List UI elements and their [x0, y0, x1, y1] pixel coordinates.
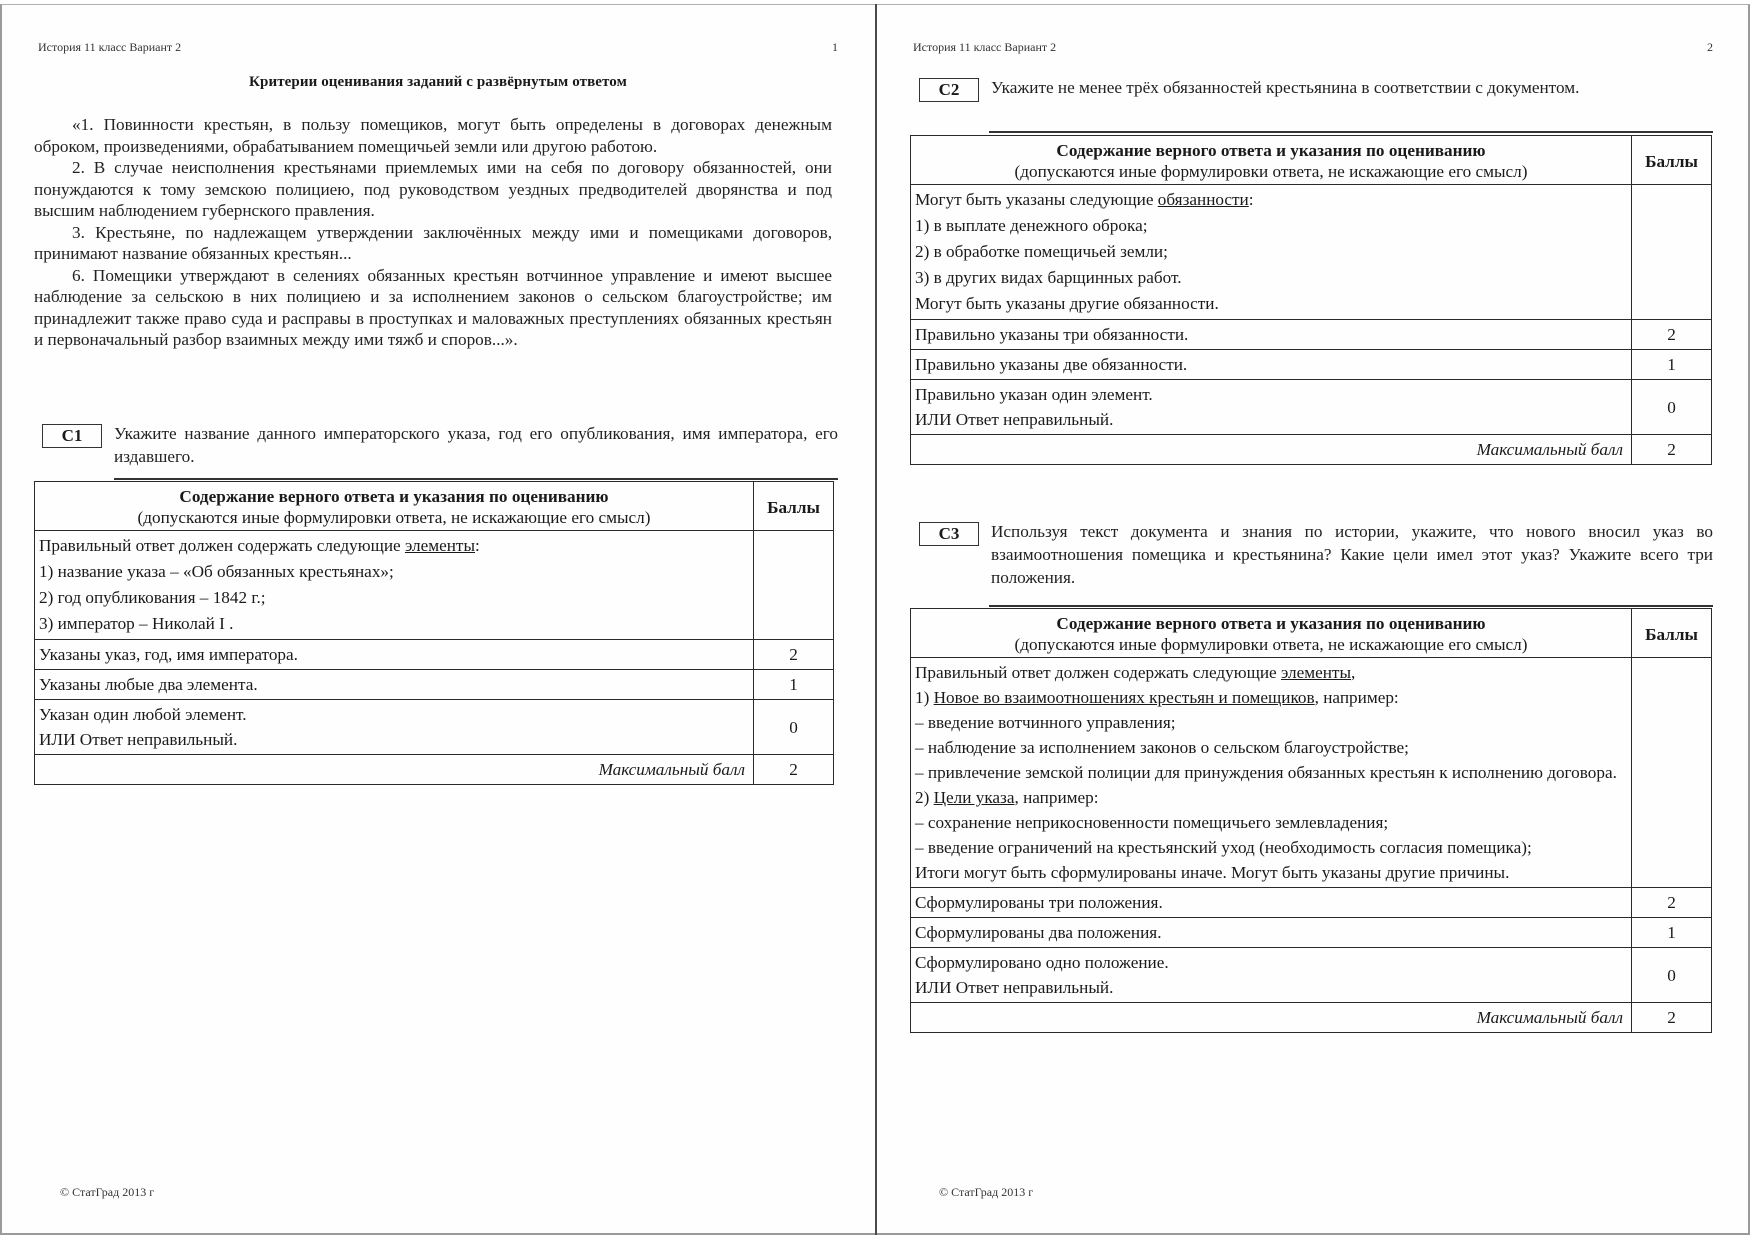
source-paragraph: 3. Крестьяне, по надлежащем утверждении заключённых между ими и помещиками договоров, принимают название обязанных крестьян... — [34, 222, 832, 263]
group-number: 2) — [915, 788, 934, 807]
intro-end: : — [1248, 190, 1254, 209]
source-paragraph: 6. Помещики утверждают в селениях обязанных крестьян вотчинное управление и имеют высшее наблюдение за сельскою в них полициею и за исполнением законов о сельском благоустройстве; им принадлежит также право суда и расправы в проступках и маловажных преступлениях обязанных крестьян и первоначальный разбор взаимных между ими тяжб и споров...». — [34, 265, 832, 349]
table-header-row — [35, 482, 834, 531]
score-cell — [1632, 658, 1712, 888]
header-subtitle: (допускаются иные формулировки ответа, не искажающие его смысл) — [137, 508, 651, 527]
answer-content — [911, 185, 1632, 320]
criterion-line: Указан один любой элемент. — [39, 705, 247, 724]
max-score-row — [35, 755, 834, 785]
task-c1 — [42, 422, 838, 468]
intro-end: , — [1351, 663, 1356, 682]
intro-underlined: обязанности — [1157, 190, 1249, 209]
table-row — [911, 918, 1712, 948]
header-points: Баллы — [754, 482, 834, 531]
max-score-label: Максимальный балл — [911, 435, 1632, 465]
answer-item: – введение вотчинного управления; — [915, 713, 1176, 732]
criterion-text — [911, 380, 1632, 435]
criterion-text: Сформулированы три положения. — [911, 888, 1632, 918]
document-title: Критерии оценивания заданий с развёрнутым ответом — [249, 74, 627, 90]
answer-item: – сохранение неприкосновенности помещичьего землевладения; — [915, 813, 1389, 832]
table-row — [35, 700, 834, 755]
criterion-line: Правильно указан один элемент. — [915, 385, 1153, 404]
answer-intro — [915, 187, 1627, 213]
table-row — [35, 670, 834, 700]
task-c2 — [919, 76, 1713, 102]
copyright-footer: © СтатГрад 2013 г — [939, 1185, 1034, 1199]
score-cell: 2 — [754, 640, 834, 670]
max-score-value: 2 — [1632, 1003, 1712, 1033]
group-title: Цели указа — [933, 788, 1015, 807]
source-document-excerpt — [34, 114, 832, 351]
criteria-table-c3 — [910, 608, 1712, 1033]
answer-item: 3) в других видах барщинных работ. — [915, 268, 1182, 287]
max-score-value: 2 — [1632, 435, 1712, 465]
running-head: История 11 класс Вариант 2 — [913, 40, 1057, 54]
table-row — [911, 380, 1712, 435]
criterion-text: Указаны любые два элемента. — [35, 670, 754, 700]
criterion-text — [911, 948, 1632, 1003]
criteria-table-c1 — [34, 481, 834, 785]
criterion-text: Указаны указ, год, имя императора. — [35, 640, 754, 670]
table-row — [35, 640, 834, 670]
score-cell: 0 — [754, 700, 834, 755]
task-code-badge: С3 — [919, 522, 979, 546]
table-row — [911, 185, 1712, 320]
criterion-line: Сформулировано одно положение. — [915, 953, 1169, 972]
table-header-row — [911, 609, 1712, 658]
answer-item: 3) император – Николай I . — [39, 614, 234, 633]
task-rule — [989, 605, 1713, 607]
score-cell: 1 — [1632, 350, 1712, 380]
intro-underlined: элементы — [404, 536, 475, 555]
page-2 — [877, 4, 1754, 1235]
answer-item: Могут быть указаны другие обязанности. — [915, 294, 1219, 313]
task-question: Укажите название данного императорского указа, год его опубликования, имя императора, его издавшего. — [114, 424, 838, 466]
task-code-badge: С1 — [42, 424, 102, 448]
answer-intro — [39, 533, 749, 559]
task-question: Укажите не менее трёх обязанностей крестьянина в соответствии с документом. — [991, 78, 1580, 97]
criterion-line: ИЛИ Ответ неправильный. — [39, 730, 238, 749]
max-score-row — [911, 435, 1712, 465]
criterion-text — [35, 700, 754, 755]
max-score-label: Максимальный балл — [911, 1003, 1632, 1033]
max-score-value: 2 — [754, 755, 834, 785]
criterion-text: Сформулированы два положения. — [911, 918, 1632, 948]
task-c3 — [919, 520, 1713, 589]
intro-text: Правильный ответ должен содержать следующие — [39, 536, 405, 555]
source-paragraph: «1. Повинности крестьян, в пользу помещиков, могут быть определены в договорах денежным оброком, произведениями, обрабатыванием помещичьей земли или другою работою. — [34, 115, 832, 156]
max-score-row — [911, 1003, 1712, 1033]
score-cell: 0 — [1632, 948, 1712, 1003]
answer-closing: Итоги могут быть сформулированы иначе. Могут быть указаны другие причины. — [915, 863, 1510, 882]
table-row — [35, 531, 834, 640]
table-row — [911, 350, 1712, 380]
score-cell: 1 — [754, 670, 834, 700]
score-cell: 1 — [1632, 918, 1712, 948]
task-code-badge: С2 — [919, 78, 979, 102]
running-head: История 11 класс Вариант 2 — [38, 40, 182, 54]
intro-text: Правильный ответ должен содержать следующие — [915, 663, 1281, 682]
header-title: Содержание верного ответа и указания по оцениванию — [179, 487, 609, 506]
answer-item: 1) название указа – «Об обязанных крестьянах»; — [39, 562, 394, 581]
score-cell: 2 — [1632, 320, 1712, 350]
header-title: Содержание верного ответа и указания по оцениванию — [1056, 141, 1486, 160]
header-subtitle: (допускаются иные формулировки ответа, не искажающие его смысл) — [1014, 635, 1528, 654]
source-paragraph: 2. В случае неисполнения крестьянами приемлемых ими на себя по договору обязанностей, они понуждаются к тому земскою полициею, под руководством уездных предводителей дворянства и под высшим наблюдением губернского правления. — [34, 158, 832, 220]
table-row — [911, 658, 1712, 888]
answer-intro — [915, 660, 1627, 685]
answer-item: – привлечение земской полиции для принуждения обязанных крестьян к исполнению договора. — [915, 763, 1617, 782]
criterion-text: Правильно указаны три обязанности. — [911, 320, 1632, 350]
table-header-row — [911, 136, 1712, 185]
group-title: Новое во взаимоотношениях крестьян и помещиков — [933, 688, 1315, 707]
score-cell: 2 — [1632, 888, 1712, 918]
answer-group-heading — [915, 785, 1627, 810]
header-title: Содержание верного ответа и указания по оцениванию — [1056, 614, 1486, 633]
answer-item: 2) год опубликования – 1842 г.; — [39, 588, 266, 607]
task-rule — [989, 131, 1713, 133]
header-points: Баллы — [1632, 136, 1712, 185]
answer-group-heading — [915, 685, 1627, 710]
header-content — [35, 482, 754, 531]
criterion-text: Правильно указаны две обязанности. — [911, 350, 1632, 380]
group-end: , например: — [1014, 788, 1099, 807]
answer-content — [911, 658, 1632, 888]
score-cell — [1632, 185, 1712, 320]
criteria-table-c2 — [910, 135, 1712, 465]
page-number: 1 — [832, 40, 838, 54]
answer-content — [35, 531, 754, 640]
header-points: Баллы — [1632, 609, 1712, 658]
intro-end: : — [475, 536, 480, 555]
answer-item: 2) в обработке помещичьей земли; — [915, 242, 1168, 261]
max-score-label: Максимальный балл — [35, 755, 754, 785]
intro-underlined: элементы — [1280, 663, 1351, 682]
score-cell: 0 — [1632, 380, 1712, 435]
group-end: , например: — [1314, 688, 1399, 707]
table-row — [911, 948, 1712, 1003]
answer-item: 1) в выплате денежного оброка; — [915, 216, 1148, 235]
score-cell — [754, 531, 834, 640]
group-number: 1) — [915, 688, 934, 707]
task-rule — [114, 478, 838, 480]
copyright-footer: © СтатГрад 2013 г — [60, 1185, 155, 1199]
intro-text: Могут быть указаны следующие — [915, 190, 1158, 209]
header-content — [911, 136, 1632, 185]
criterion-line: ИЛИ Ответ неправильный. — [915, 410, 1114, 429]
table-row — [911, 888, 1712, 918]
page-number: 2 — [1707, 40, 1713, 54]
page-1 — [0, 4, 876, 1235]
answer-item: – наблюдение за исполнением законов о сельском благоустройстве; — [915, 738, 1409, 757]
task-question: Используя текст документа и знания по истории, укажите, что нового вносил указ во взаимоотношения помещика и крестьянина? Какие цели имел этот указ? Укажите всего три положения. — [991, 522, 1713, 587]
header-content — [911, 609, 1632, 658]
answer-item: – введение ограничений на крестьянский уход (необходимость согласия помещика); — [915, 838, 1532, 857]
header-subtitle: (допускаются иные формулировки ответа, не искажающие его смысл) — [1014, 162, 1528, 181]
criterion-line: ИЛИ Ответ неправильный. — [915, 978, 1114, 997]
table-row — [911, 320, 1712, 350]
